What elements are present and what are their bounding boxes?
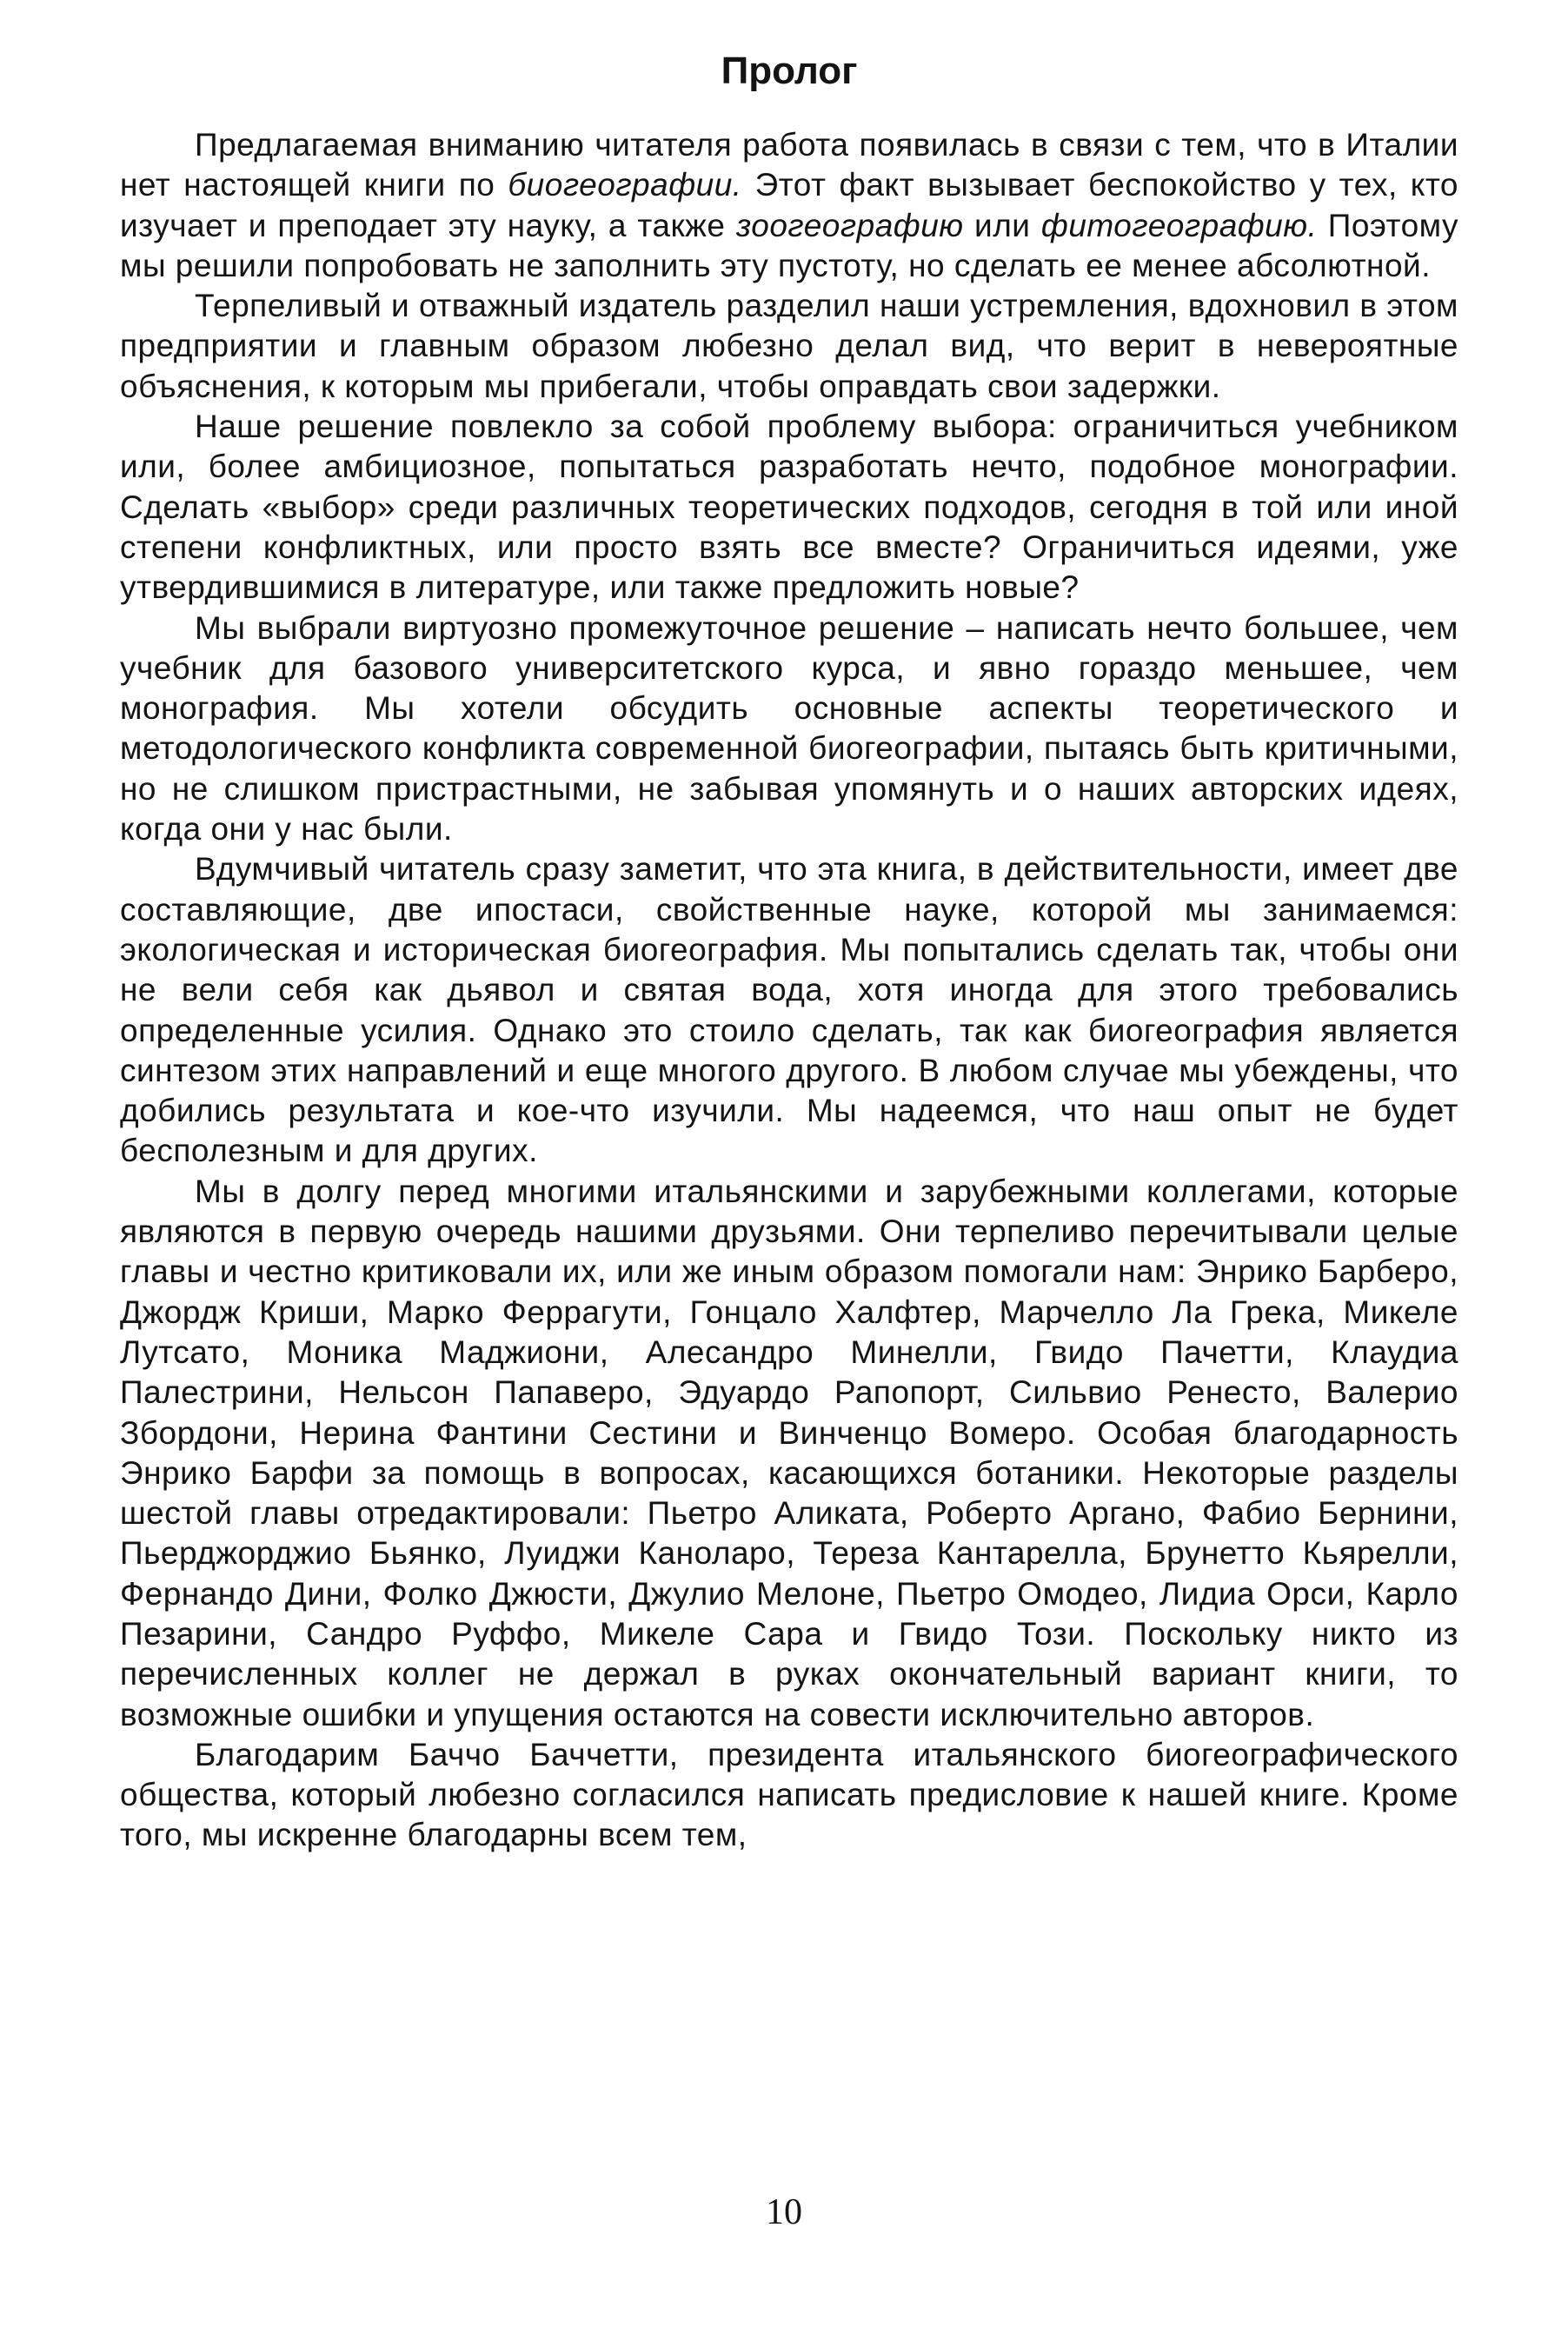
page-body: [120, 43, 1458, 1856]
paragraph: [120, 1172, 1458, 1735]
paragraph: [120, 286, 1458, 407]
paragraph: [120, 608, 1458, 850]
paragraph: [120, 849, 1458, 1171]
paragraph-list: [120, 125, 1458, 1856]
paragraph: [120, 407, 1458, 608]
text-segment: Мы выбрали виртуозно промежуточное решение – написать нечто большее, чем учебник для базового университетского курса, и явно гораздо меньшее, чем монография. Мы хотели обсудить основные аспекты теоретического и методологического конфликта современной биогеографии, пытаясь быть критичными, но не слишком пристрастными, не забывая упомянуть и о наших авторских идеях, когда они у нас были.: [120, 609, 1458, 848]
paragraph: [120, 125, 1458, 286]
text-segment: Наше решение повлекло за собой проблему выбора: ограничиться учебником или, более амбициозное, попытаться разработать нечто, подобное монографии. Сделать «выбор» среди различных теоретических подходов, сегодня в той или иной степени конфликтных, или просто взять все вместе? Ограничиться идеями, уже утвердившимися в литературе, или также предложить новые?: [120, 409, 1458, 606]
text-segment: или: [963, 207, 1041, 243]
text-segment: Благодарим Баччо Баччетти, президента итальянского биогеографического общества, который любезно согласился написать предисловие к нашей книге. Кроме того, мы искренне благодарны всем тем,: [120, 1736, 1458, 1853]
italic-term: зоогеографию: [735, 207, 964, 243]
page-title: Пролог: [721, 50, 858, 92]
text-segment: Терпеливый и отважный издатель разделил наши устремления, вдохновил в этом предприятии и главным образом любезно делал вид, что верит в невероятные объяснения, к которым мы прибегали, чтобы оправдать свои задержки.: [120, 288, 1458, 404]
text-segment: Поэтому мы решили попробовать не заполнить эту пустоту, но сделать ее менее абсолютной.: [120, 207, 1458, 283]
text-segment: Предлагаемая вниманию читателя работа появилась в связи с тем, что в Италии нет настоящей книги по: [120, 127, 1458, 203]
italic-term: биогеографии.: [508, 167, 742, 203]
paragraph: [120, 1735, 1458, 1856]
text-segment: Этот факт вызывает беспокойство у тех, кто изучает и преподает эту науку, а также: [120, 167, 1458, 243]
text-segment: Вдумчивый читатель сразу заметит, что эта книга, в действительности, имеет две составляющие, две ипостаси, свойственные науке, которой мы занимаемся: экологическая и историческая биогеография. Мы попытались сделать так, чтобы они не вели себя как дьявол и святая вода, хотя иногда для этого требовались определенные усилия. Однако это стоило сделать, так как биогеография является синтезом этих направлений и еще многого другого. В любом случае мы убеждены, что добились результата и кое-что изучили. Мы надеемся, что наш опыт не будет бесполезным и для других.: [120, 851, 1458, 1169]
italic-term: фитогеографию.: [1040, 207, 1318, 243]
text-segment: Мы в долгу перед многими итальянскими и зарубежными коллегами, которые являются в первую очередь нашими друзьями. Они терпеливо перечитывали целые главы и честно критиковали их, или же иным образом помогали нам: Энрико Барберо, Джордж Криши, Марко Феррагути, Гонцало Халфтер, Марчелло Ла Грека, Микеле Лутсато, Моника Маджиони, Алесандро Минелли, Гвидо Пачетти, Клаудиа Палестрини, Нельсон Папаверо, Эдуардо Рапопорт, Сильвио Ренесто, Валерио Збордони, Нерина Фантини Сестини и Винченцо Вомеро. Особая благодарность Энрико Барфи за помощь в вопросах, касающихся ботаники. Некоторые разделы шестой главы отредактировали: Пьетро Аликата, Роберто Аргано, Фабио Бернини, Пьерджорджио Бьянко, Луиджи Каноларо, Тереза Кантарелла, Брунетто Кьярелли, Фернандо Дини, Фолко Джюсти, Джулио Мелоне, Пьетро Омодео, Лидиа Орси, Карло Пезарини, Сандро Руффо, Микеле Сара и Гвидо Този. Поскольку никто из перечисленных коллег не держал в руках окончательный вариант книги, то возможные ошибки и упущения остаются на совести исключительно авторов.: [120, 1173, 1458, 1732]
page-number: 10: [766, 2192, 802, 2232]
